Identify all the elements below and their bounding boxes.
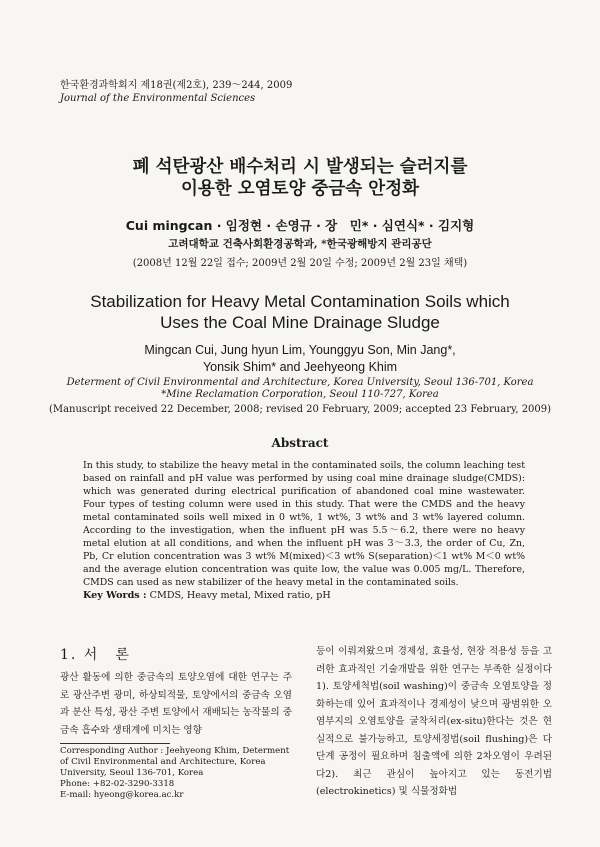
footnote-email: E-mail: hyeong@korea.ac.kr [60, 790, 184, 800]
received-dates-korean: (2008년 12월 22일 접수; 2009년 2월 20일 수정; 2009년 2월 23일 채택) [132, 258, 468, 269]
title-korean [0, 156, 600, 200]
title-korean-line2: 이용한 오염토양 중금속 안정화 [180, 179, 420, 199]
footnote-author: Corresponding Author : Jeehyeong Khim, Determent of Civil Environmental and Architecture, Korea University, Seoul 136-701, Korea [60, 746, 290, 778]
affiliation-english [0, 377, 600, 401]
journal-name-en: Journal of the Environmental Sciences [60, 93, 256, 104]
footnote-phone: Phone: +82-02-3290-3318 [60, 779, 175, 789]
authors-english-line1: Mingcan Cui, Jung hyun Lim, Younggyu Son, Min Jang*, [144, 343, 456, 357]
keywords-label: Key Words : [83, 590, 147, 601]
title-english-line1: Stabilization for Heavy Metal Contamination Soils which [90, 292, 510, 311]
authors-english [0, 342, 600, 376]
received-dates-english: (Manuscript received 22 December, 2008; revised 20 February, 2009; accepted 23 February, 2009) [48, 404, 552, 415]
section-title-introduction: 1. 서 론 [60, 647, 131, 663]
authors-korean: Cui mingcan · 임정현 · 손영규 · 장 민* · 심연식* · 김지형 [125, 218, 475, 233]
affiliation-english-line2: *Mine Reclamation Corporation, Seoul 110-727, Korea [161, 389, 439, 400]
title-english [0, 291, 600, 333]
abstract-heading: Abstract [271, 436, 329, 450]
footnote-divider [60, 743, 170, 744]
journal-citation-kr: 한국환경과학회지 제18권(제2호), 239～244, 2009 [60, 80, 293, 91]
abstract-text: In this study, to stabilize the heavy metal in the contaminated soils, the column leaching test based on rainfall and pH value was performed by using coal mine drainage sludge(CMDS): which was generated during electrical purification of abandoned coal mine wastewater. Four types of testing column were used in this study. That were the CMDS and the heavy metal contaminated soils well mixed in 0 wt%, 1 wt%, 3 wt% and 3 wt% layered column. According to the investigation, when the influent pH was 5.5～6.2, there were no heavy metal elution at all conditions, and when the influent pH was 3～3.3, the order of Cu, Zn, Pb, Cr elution concentration was 3 wt% M(mixed)＜3 wt% S(separation)＜1 wt% M＜0 wt% and the average elution concentration was quite low, the value was 0.005 mg/L. Therefore, CMDS can used as new stabilizer of the heavy metal in the contaminated soils. [83, 460, 525, 588]
keywords [83, 590, 331, 601]
keywords-list: CMDS, Heavy metal, Mixed ratio, pH [149, 590, 331, 601]
title-korean-line1: 폐 석탄광산 배수처리 시 발생되는 슬러지를 [132, 157, 468, 177]
affiliation-korean: 고려대학교 건축사회환경공학과, *한국광해방지 관리공단 [168, 238, 432, 250]
authors-english-line2: Yonsik Shim* and Jeehyeong Khim [202, 360, 398, 374]
body-column-right: 등이 이뤄져왔으며 경제성, 효율성, 현장 적용성 등을 고려한 효과적인 기술개발을 위한 연구는 부족한 실정이다1). 토양세척법(soil washing)이 중금속 오염토양을 정화하는데 있어 효과적이나 경제성이 낮으며 광범위한 오염부지의 오염토양을 굴착처리(ex-situ)한다는 것은 현실적으로 불가능하고, 토양세정법(soil flushing)은 다단계 공정이 필요하며 침출액에 의한 2차오염이 우려된다2). 최근 관심이 높아지고 있는 동전기법(electrokinetics) 및 식물정화법 [316, 646, 552, 797]
affiliation-english-line1: Determent of Civil Environmental and Architecture, Korea University, Seoul 136-701, Korea [66, 377, 534, 388]
body-column-left: 광산 활동에 의한 중금속의 토양오염에 대한 연구는 주로 광산주변 광미, 하상퇴적물, 토양에서의 중금속 오염과 분산 특성, 광산 주변 토양에서 재배되는 농작물의 중금속 흡수와 생태계에 미치는 영향 [60, 672, 292, 736]
title-english-line2: Uses the Coal Mine Drainage Sludge [160, 313, 440, 332]
journal-header [60, 79, 292, 105]
corresponding-author-footnote [60, 746, 292, 801]
